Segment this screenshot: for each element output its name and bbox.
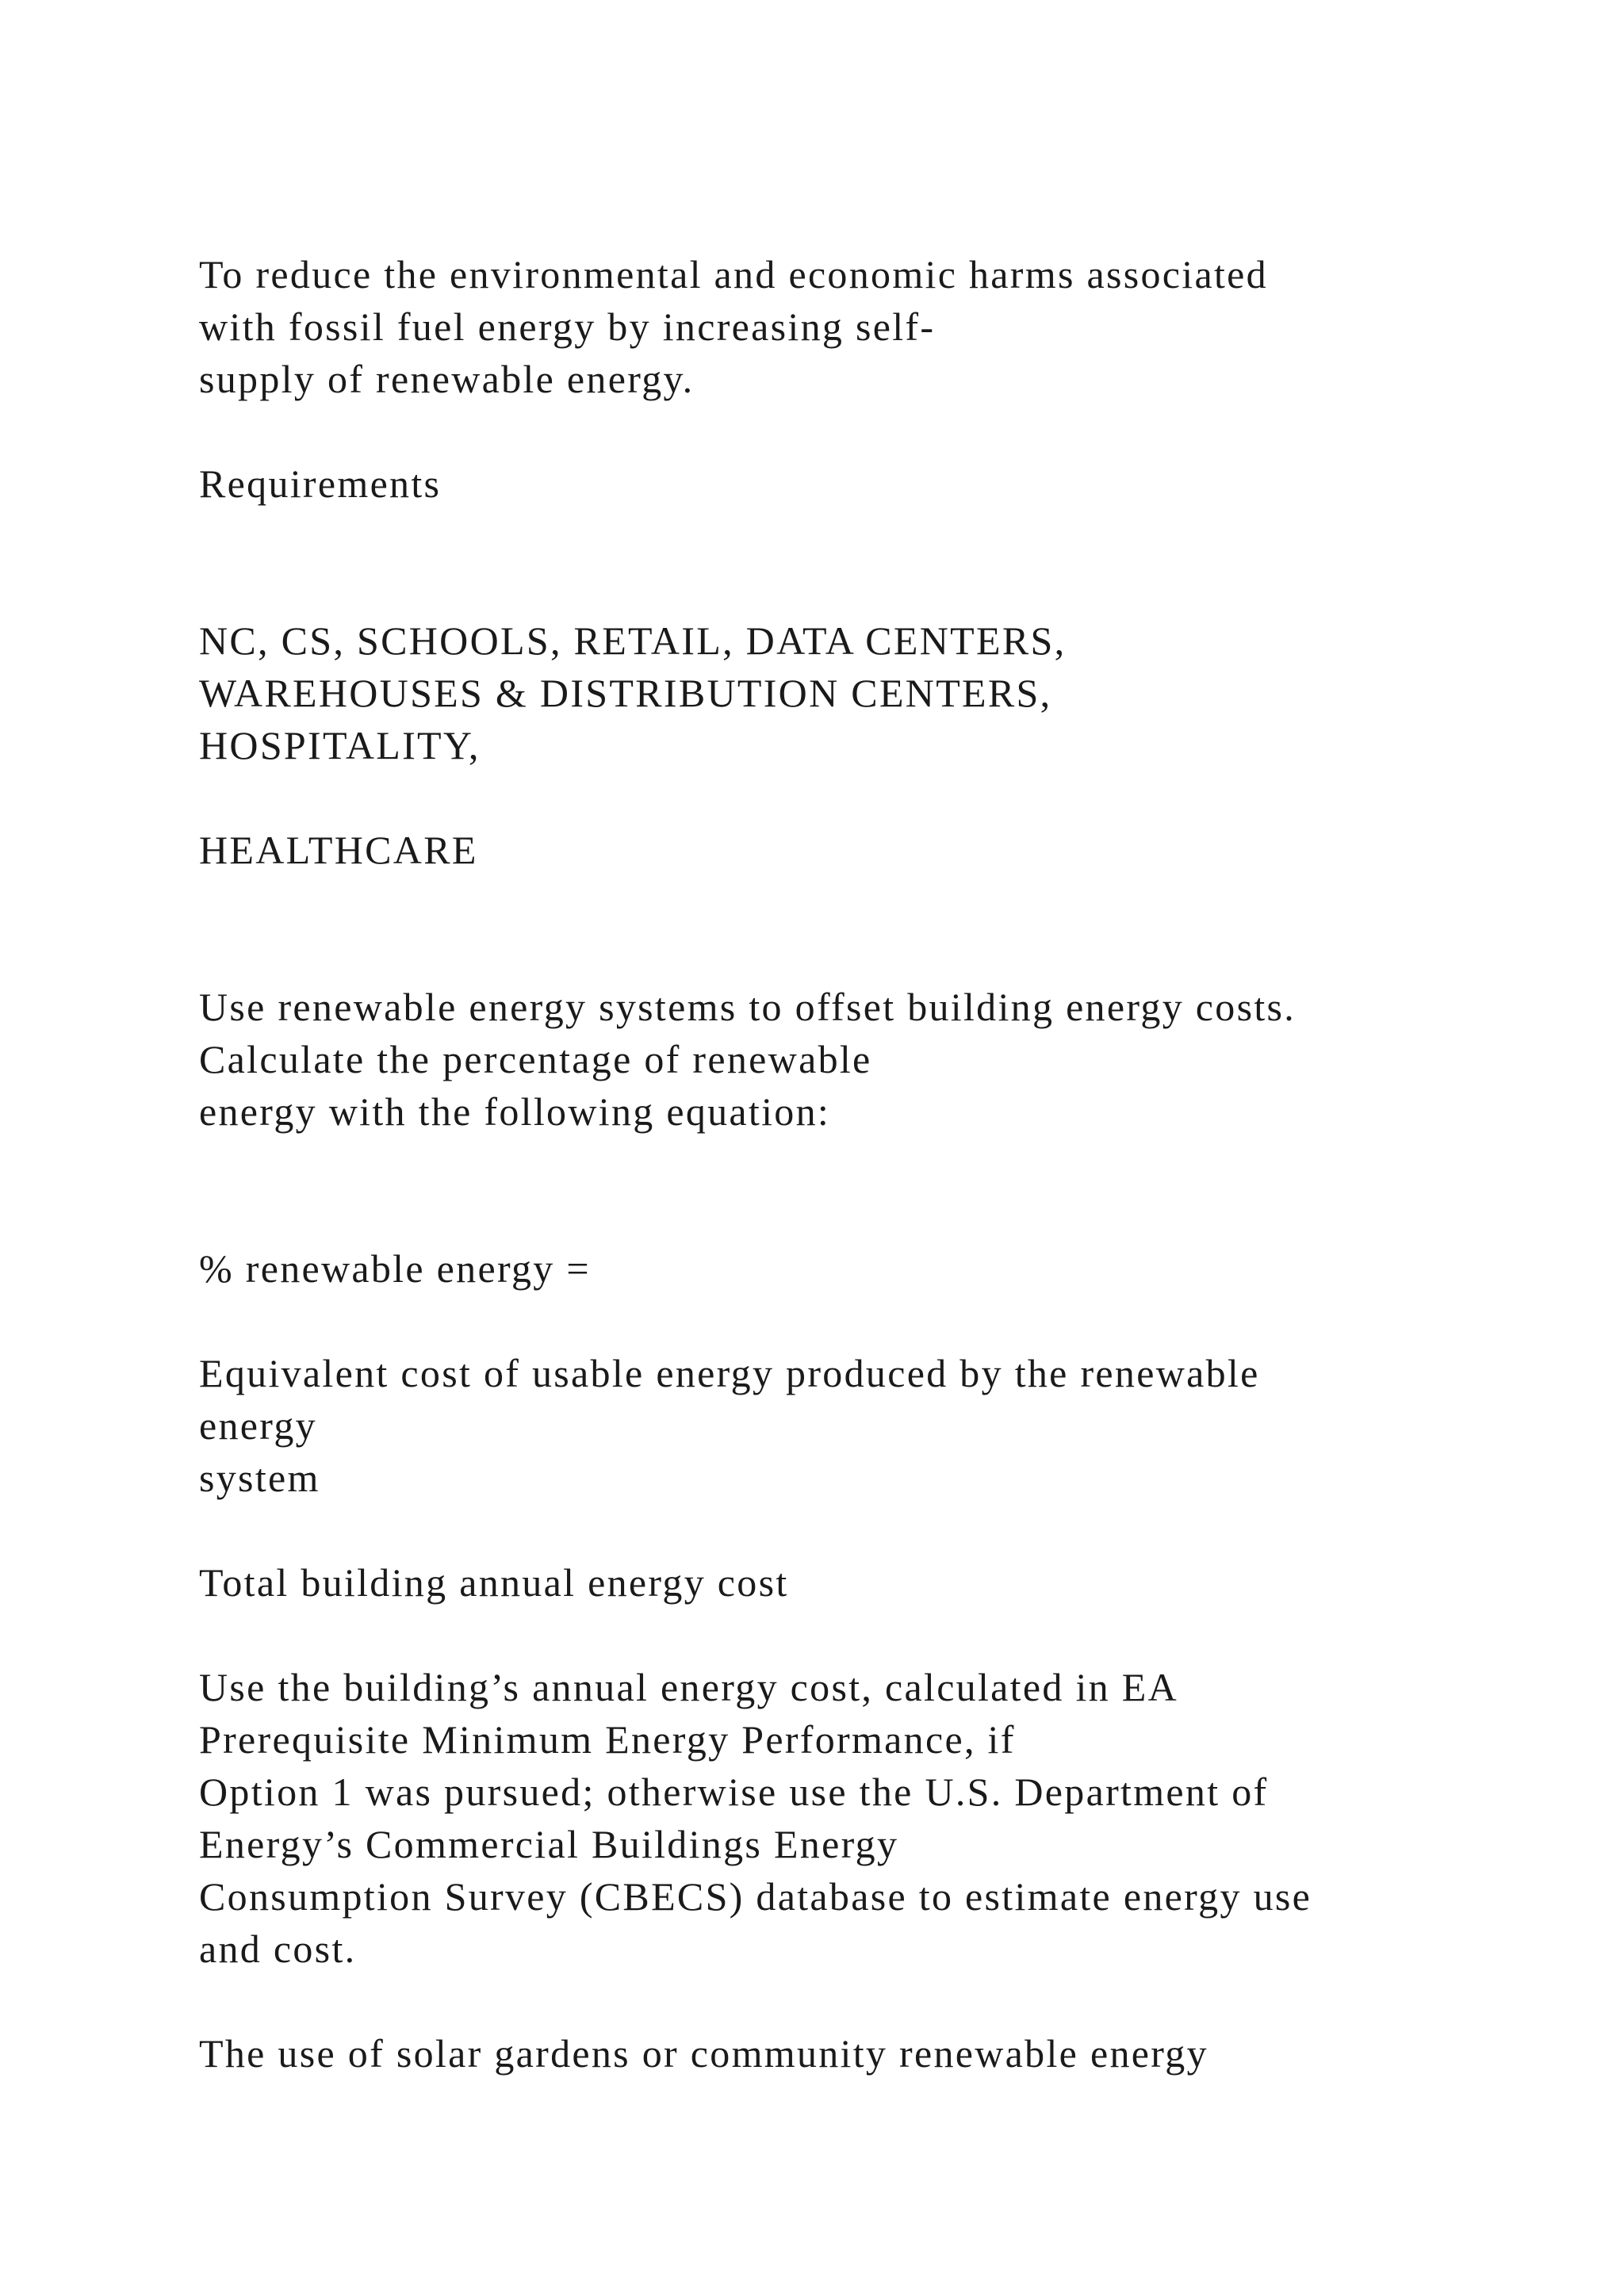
equation-numerator-line-2: energy bbox=[199, 1403, 317, 1448]
intent-text-line-3: supply of renewable energy. bbox=[199, 357, 695, 401]
solar-gardens-line: The use of solar gardens or community renewable energy bbox=[199, 2031, 1208, 2076]
healthcare-label: HEALTHCARE bbox=[199, 828, 478, 872]
cost-text-line-3: Option 1 was pursued; otherwise use the U.S. Department of bbox=[199, 1770, 1269, 1814]
building-types-line-1: NC, CS, SCHOOLS, RETAIL, DATA CENTERS, bbox=[199, 618, 1067, 663]
cost-text-line-2: Prerequisite Minimum Energy Performance, if bbox=[199, 1717, 1016, 1762]
equation-denominator: Total building annual energy cost bbox=[199, 1560, 789, 1605]
intent-text-line-1: To reduce the environmental and economic harms associated bbox=[199, 252, 1268, 297]
instruction-line-3: energy with the following equation: bbox=[199, 1089, 831, 1134]
cost-text-line-1: Use the building’s annual energy cost, calculated in EA bbox=[199, 1665, 1178, 1709]
building-types-line-2: WAREHOUSES & DISTRIBUTION CENTERS, bbox=[199, 671, 1052, 715]
requirements-heading: Requirements bbox=[199, 461, 442, 506]
cost-text-line-5: Consumption Survey (CBECS) database to estimate energy use bbox=[199, 1874, 1312, 1919]
building-types-line-3: HOSPITALITY, bbox=[199, 723, 481, 767]
equation-numerator-line-3: system bbox=[199, 1456, 320, 1500]
equation-numerator-line-1: Equivalent cost of usable energy produced by the renewable bbox=[199, 1351, 1260, 1395]
instruction-line-1: Use renewable energy systems to offset building energy costs. bbox=[199, 985, 1297, 1029]
instruction-line-2: Calculate the percentage of renewable bbox=[199, 1037, 872, 1081]
intent-text-line-2: with fossil fuel energy by increasing self- bbox=[199, 304, 936, 349]
cost-text-line-6: and cost. bbox=[199, 1927, 357, 1971]
cost-text-line-4: Energy’s Commercial Buildings Energy bbox=[199, 1822, 899, 1866]
equation-label: % renewable energy = bbox=[199, 1246, 591, 1291]
